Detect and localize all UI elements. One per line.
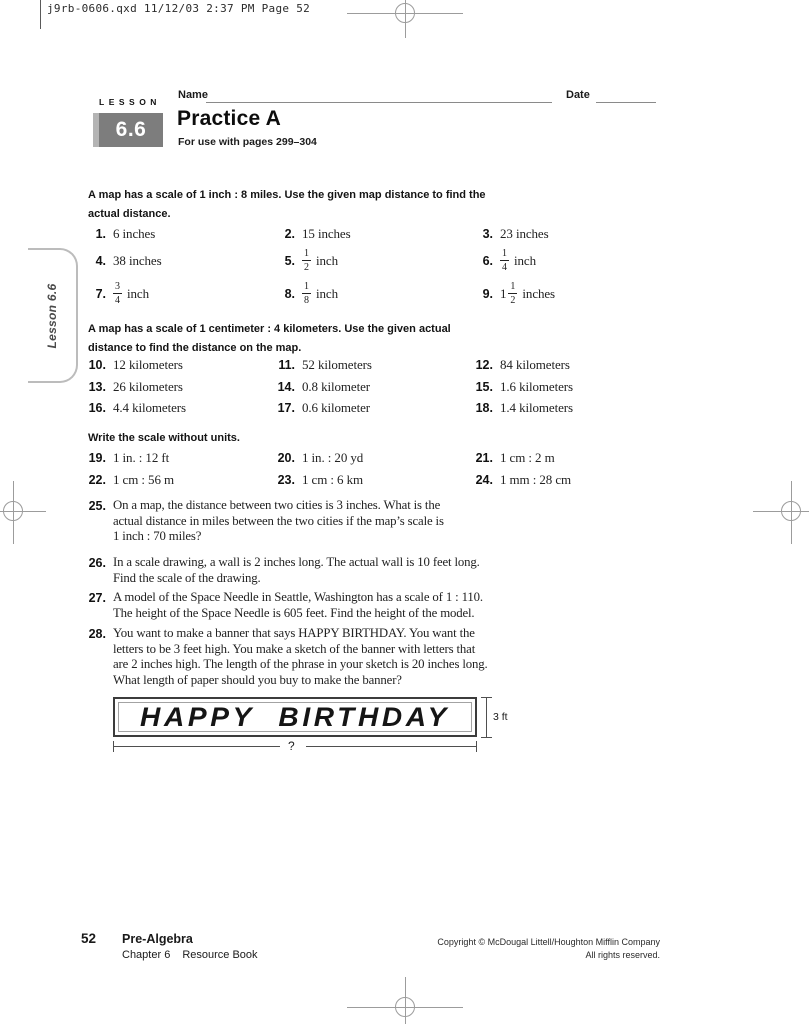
- problem-item: [473, 450, 706, 466]
- mixed-number-whole: 1: [500, 285, 507, 301]
- height-dimension-tick: [481, 737, 492, 738]
- chapter-label: Chapter 6: [122, 949, 171, 961]
- fraction-numerator: 1: [304, 281, 309, 292]
- problem-item: [275, 400, 473, 416]
- problem-number: 12.: [475, 358, 493, 372]
- problem-number: 4.: [95, 253, 106, 268]
- book-type: Resource Book: [182, 949, 258, 961]
- instruction-line: distance to find the distance on the map.: [88, 342, 302, 354]
- lesson-tab-label: Lesson 6.6: [45, 283, 59, 349]
- text-line: letters to be 3 feet high. You make a sketch of the banner with letters that: [113, 641, 476, 656]
- problem-item: [275, 226, 473, 242]
- problem-item: [275, 472, 473, 488]
- problem-item: [86, 248, 275, 273]
- problem-number: 13.: [88, 380, 106, 394]
- book-title: Pre-Algebra: [122, 932, 193, 946]
- problem-item: [275, 379, 473, 395]
- fraction-numerator: 1: [502, 248, 507, 259]
- problem-text: 1.4 kilometers: [500, 400, 573, 415]
- problem-item: [473, 472, 706, 488]
- problem-item: [275, 357, 473, 373]
- problem-text: 0.8 kilometer: [302, 379, 371, 394]
- problems-row: [86, 450, 706, 466]
- problems-row: [86, 379, 706, 395]
- problem-item: [86, 379, 275, 395]
- text-line: actual distance in miles between the two cities if the map’s scale is: [113, 513, 444, 528]
- problem-item: [473, 357, 706, 373]
- problem-item: [86, 357, 275, 373]
- problem-number: 1.: [95, 227, 106, 241]
- problem-text: 23 inches: [500, 226, 549, 241]
- text-line: A model of the Space Needle in Seattle, Washington has a scale of 1 : 110.: [113, 590, 483, 604]
- banner-text: HAPPY BIRTHDAY: [140, 701, 450, 732]
- trim-mark: [40, 0, 41, 29]
- problem-text: inch: [127, 285, 149, 301]
- problem-number: 5.: [284, 253, 295, 268]
- problem-number: 25.: [88, 499, 106, 513]
- problem-number: 7.: [95, 286, 106, 301]
- height-dimension-tick: [481, 697, 492, 698]
- word-problem: [86, 498, 444, 545]
- word-problem: [86, 590, 483, 621]
- problem-item: [275, 248, 473, 273]
- problem-number: 21.: [475, 451, 493, 465]
- section-c-instruction: [88, 429, 240, 448]
- text-line: You want to make a banner that says HAPPY BIRTHDAY. You want the: [113, 626, 475, 640]
- text-line: The height of the Space Needle is 605 feet. Find the height of the model.: [113, 605, 475, 620]
- fraction-denominator: 4: [115, 294, 120, 306]
- problems-row: [86, 248, 706, 273]
- problems-row: [86, 281, 706, 306]
- problem-number: 18.: [475, 401, 493, 415]
- fraction-denominator: 2: [304, 261, 309, 273]
- problem-number: 22.: [88, 473, 106, 487]
- problem-number: 23.: [277, 473, 295, 487]
- word-problem-text: [113, 590, 483, 621]
- page-title: Practice A: [177, 107, 281, 130]
- problem-number: 9.: [482, 286, 493, 301]
- page-number: 52: [81, 931, 97, 946]
- height-dimension-line: [486, 697, 487, 738]
- problem-number: 2.: [284, 227, 295, 241]
- problem-number: 15.: [475, 380, 493, 394]
- problem-item: [473, 248, 706, 273]
- word-problem-text: [113, 498, 444, 545]
- word-problem: [86, 555, 480, 586]
- word-problem: [86, 626, 488, 688]
- problem-text: 1 in. : 20 yd: [302, 450, 364, 465]
- problem-text: 4.4 kilometers: [113, 400, 186, 415]
- problem-text: inches: [522, 285, 556, 301]
- problems-row: [86, 472, 706, 488]
- problem-item: [473, 226, 706, 242]
- problem-text: inch: [514, 252, 536, 268]
- problem-number: 24.: [475, 473, 493, 487]
- problem-item: [275, 450, 473, 466]
- problem-text: 52 kilometers: [302, 357, 372, 372]
- problem-text: 1.6 kilometers: [500, 379, 573, 394]
- fraction: [113, 281, 122, 306]
- problem-text: 6 inches: [113, 226, 156, 241]
- chapter-info: [122, 949, 258, 961]
- problems-row: [86, 226, 706, 242]
- problem-item: [473, 379, 706, 395]
- problem-number: 16.: [88, 401, 106, 415]
- copyright-line: All rights reserved.: [585, 950, 660, 960]
- problem-number: 11.: [278, 358, 295, 372]
- fraction: [508, 281, 517, 306]
- problem-number: 26.: [88, 556, 106, 570]
- banner-figure: [113, 697, 477, 737]
- problem-item: [473, 400, 706, 416]
- text-line: are 2 inches high. The length of the phrase in your sketch is 20 inches long.: [113, 657, 488, 671]
- problem-item: [275, 281, 473, 306]
- width-dimension-line: [114, 746, 280, 747]
- problems-row: [86, 357, 706, 373]
- instruction-line: A map has a scale of 1 centimeter : 4 kilometers. Use the given actual: [88, 323, 451, 335]
- instruction-line: A map has a scale of 1 inch : 8 miles. Use the given map distance to find the: [88, 189, 486, 201]
- name-blank-line: [206, 102, 552, 103]
- problem-text: inch: [316, 285, 338, 301]
- problem-text: 12 kilometers: [113, 357, 183, 372]
- proof-filename-line: j9rb-0606.qxd 11/12/03 2:37 PM Page 52: [47, 2, 311, 15]
- text-line: On a map, the distance between two cities is 3 inches. What is the: [113, 498, 441, 512]
- page-subtitle: For use with pages 299–304: [178, 136, 317, 148]
- section-b-instruction: [88, 320, 451, 358]
- problem-number: 20.: [277, 451, 295, 465]
- copyright-notice: [360, 936, 660, 962]
- date-blank-line: [596, 102, 656, 103]
- problem-item: [86, 472, 275, 488]
- problem-item: [86, 450, 275, 466]
- lesson-word-label: LESSON: [99, 97, 161, 107]
- date-label: Date: [566, 89, 590, 101]
- problem-text: 1 cm : 2 m: [500, 450, 555, 465]
- instruction-line: Write the scale without units.: [88, 432, 240, 444]
- lesson-number-badge: [93, 113, 163, 147]
- width-dimension-label: ?: [288, 739, 295, 753]
- banner-inner-frame: [118, 702, 472, 732]
- problem-number: 8.: [284, 286, 295, 301]
- text-line: In a scale drawing, a wall is 2 inches long. The actual wall is 10 feet long.: [113, 555, 480, 569]
- fraction: [302, 281, 311, 306]
- lesson-number: 6.6: [115, 118, 147, 141]
- problem-item: [473, 281, 706, 306]
- problem-text: 26 kilometers: [113, 379, 183, 394]
- problem-number: 17.: [277, 401, 295, 415]
- problem-text: 15 inches: [302, 226, 351, 241]
- problem-number: 10.: [88, 358, 106, 372]
- fraction-numerator: 3: [115, 281, 120, 292]
- fraction-denominator: 8: [304, 294, 309, 306]
- word-problem-text: [113, 555, 480, 586]
- problem-text: 1 in. : 12 ft: [113, 450, 170, 465]
- problems-row: [86, 400, 706, 416]
- problem-number: 27.: [88, 591, 106, 605]
- problem-item: [86, 400, 275, 416]
- text-line: Find the scale of the drawing.: [113, 570, 261, 585]
- section-a-instruction: [88, 186, 486, 224]
- fraction-denominator: 4: [502, 261, 507, 273]
- height-dimension-label: 3 ft: [493, 711, 508, 723]
- problem-text: 1 mm : 28 cm: [500, 472, 572, 487]
- width-dimension-line: [306, 746, 476, 747]
- problem-number: 14.: [277, 380, 295, 394]
- fraction: [500, 248, 509, 273]
- problem-number: 3.: [482, 227, 493, 241]
- copyright-line: Copyright © McDougal Littell/Houghton Mifflin Company: [437, 937, 660, 947]
- problem-text: 38 inches: [113, 252, 162, 268]
- instruction-line: actual distance.: [88, 208, 171, 220]
- name-label: Name: [178, 89, 208, 101]
- problem-text: inch: [316, 252, 338, 268]
- text-line: What length of paper should you buy to make the banner?: [113, 672, 402, 687]
- problem-item: [86, 281, 275, 306]
- problem-text: 0.6 kilometer: [302, 400, 371, 415]
- text-line: 1 inch : 70 miles?: [113, 529, 202, 543]
- problem-text: 84 kilometers: [500, 357, 570, 372]
- width-dimension-tick: [476, 741, 477, 752]
- fraction-numerator: 1: [510, 281, 516, 292]
- problem-number: 19.: [88, 451, 106, 465]
- fraction: [302, 248, 311, 273]
- problem-text: 1 cm : 6 km: [302, 472, 364, 487]
- problem-text: 1 cm : 56 m: [113, 472, 175, 487]
- problem-number: 28.: [88, 627, 106, 641]
- word-problem-text: [113, 626, 488, 688]
- problem-number: 6.: [482, 253, 493, 268]
- fraction-numerator: 1: [304, 248, 309, 259]
- fraction-denominator: 2: [510, 294, 516, 306]
- problem-item: [86, 226, 275, 242]
